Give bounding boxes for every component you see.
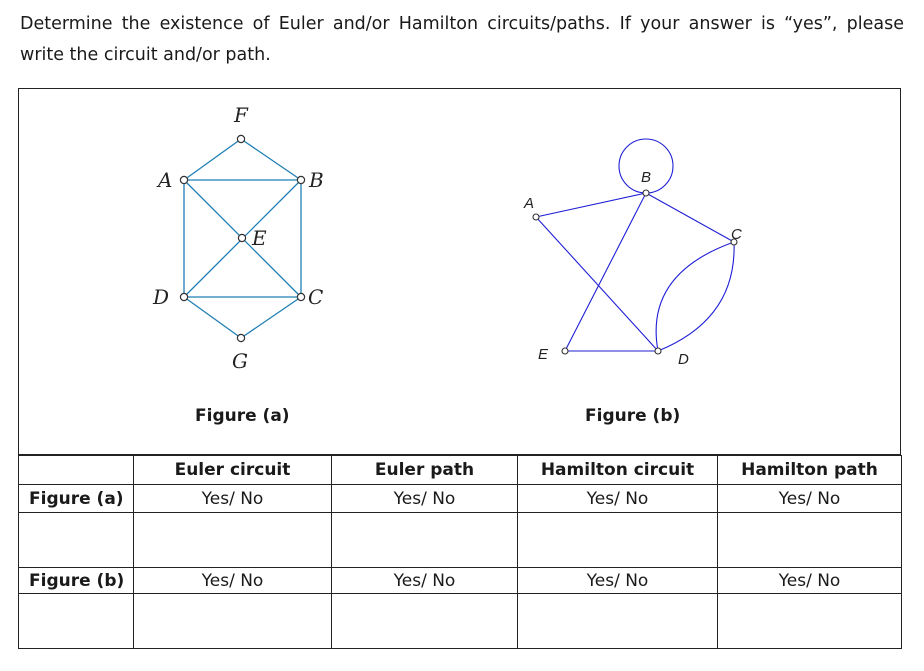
- label-b-b: B: [641, 169, 652, 186]
- vertex-a-d: [180, 293, 187, 300]
- option-cell: Yes/ No: [718, 485, 902, 513]
- header-euler-path: Euler path: [332, 456, 518, 485]
- vertex-a-e: [238, 234, 245, 241]
- label-a-g: G: [232, 349, 248, 373]
- option-cell: Yes/ No: [332, 568, 518, 594]
- answer-cell[interactable]: [332, 513, 518, 568]
- label-a-b: B: [309, 168, 324, 192]
- label-b-a: A: [524, 195, 535, 212]
- edge-b-a: [536, 193, 646, 217]
- answer-cell[interactable]: [518, 594, 718, 649]
- table-row: [19, 513, 902, 568]
- edge-c-d-2: [658, 242, 734, 351]
- edge-a-f: [184, 139, 241, 180]
- answer-cell[interactable]: [332, 594, 518, 649]
- edge-a-d: [536, 217, 658, 351]
- label-a-e: E: [252, 226, 267, 250]
- label-a-f: F: [234, 103, 248, 127]
- option-cell: Yes/ No: [134, 485, 332, 513]
- graph-b: [536, 139, 734, 351]
- label-b-d: D: [678, 351, 689, 368]
- caption-figure-b: Figure (b): [585, 406, 681, 426]
- edge-c-d-1: [656, 242, 734, 351]
- answer-cell[interactable]: [134, 513, 332, 568]
- option-cell: Yes/ No: [718, 568, 902, 594]
- vertex-a-b: [297, 176, 304, 183]
- figures-svg: [19, 89, 902, 456]
- option-cell: Yes/ No: [332, 485, 518, 513]
- table-row: [19, 456, 902, 485]
- edge-f-b: [241, 139, 301, 180]
- vertex-b-e: [562, 348, 568, 354]
- row-label-figure-a: Figure (a): [19, 485, 134, 513]
- option-cell: Yes/ No: [134, 568, 332, 594]
- answer-cell[interactable]: [19, 513, 134, 568]
- vertex-a-g: [237, 334, 244, 341]
- edge-b-c: [646, 193, 734, 242]
- table-row: [19, 568, 902, 594]
- answer-cell[interactable]: [134, 594, 332, 649]
- label-a-a: A: [158, 168, 173, 192]
- answer-cell[interactable]: [718, 513, 902, 568]
- caption-figure-a: Figure (a): [195, 406, 290, 426]
- table-row: [19, 594, 902, 649]
- edge-b-e: [565, 193, 646, 351]
- vertex-b-a: [533, 214, 539, 220]
- label-b-c: C: [731, 226, 742, 243]
- header-hamilton-path: Hamilton path: [718, 456, 902, 485]
- option-cell: Yes/ No: [518, 568, 718, 594]
- empty-cell: [19, 456, 134, 485]
- question-text: Determine the existence of Euler and/or Hamilton circuits/paths. If your answer is “yes”, please write the circuit and/or path.: [20, 14, 904, 65]
- edge-g-c: [241, 297, 301, 338]
- vertex-a-f: [237, 135, 244, 142]
- table-row: [19, 485, 902, 513]
- header-euler-circuit: Euler circuit: [134, 456, 332, 485]
- answer-cell[interactable]: [518, 513, 718, 568]
- option-cell: Yes/ No: [518, 485, 718, 513]
- vertex-a-c: [297, 293, 304, 300]
- figure-panel: [18, 88, 901, 455]
- graph-a-vertices: [180, 135, 304, 341]
- row-label-figure-b: Figure (b): [19, 568, 134, 594]
- edge-d-g: [184, 297, 241, 338]
- header-hamilton-circuit: Hamilton circuit: [518, 456, 718, 485]
- vertex-a-a: [180, 176, 187, 183]
- label-a-d: D: [153, 285, 170, 309]
- answer-table: [18, 455, 902, 649]
- label-a-c: C: [308, 285, 324, 309]
- answer-cell[interactable]: [718, 594, 902, 649]
- label-b-e: E: [538, 346, 549, 363]
- answer-cell[interactable]: [19, 594, 134, 649]
- vertex-b-d: [655, 348, 661, 354]
- vertex-b-b: [643, 190, 649, 196]
